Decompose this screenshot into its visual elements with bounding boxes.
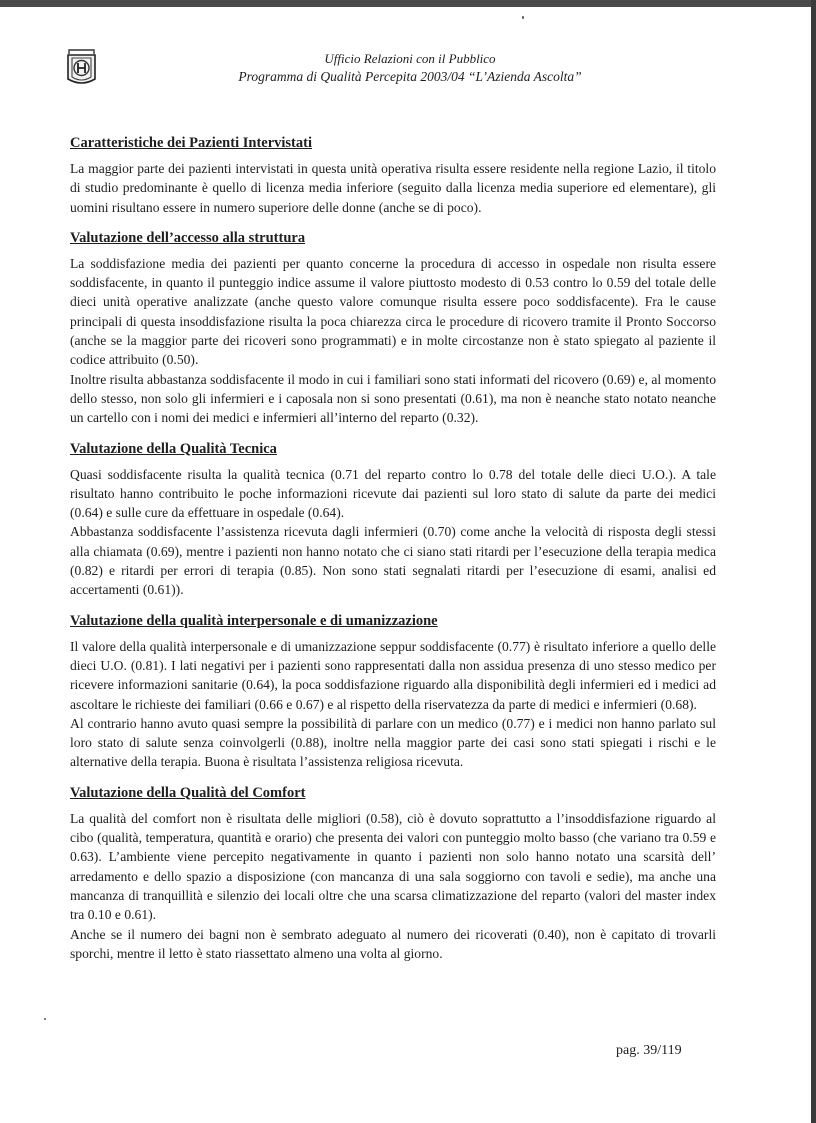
section-title: Valutazione della qualità interpersonale e di umanizzazione [70,612,438,629]
hospital-logo-icon [66,48,97,88]
office-title: Ufficio Relazioni con il Pubblico [324,51,496,66]
page-header [150,50,670,86]
program-title: Programma di Qualità Percepita 2003/04 “L’Azienda Ascolta” [238,69,582,84]
page-number: pag. 39/119 [616,1043,682,1058]
section-technical-quality [70,440,716,600]
paragraph: Il valore della qualità interpersonale e di umanizzazione seppur soddisfacente (0.77) è risultato inferiore a quello delle dieci U.O. (0.81). I lati negativi per i pazienti sono rappresentati dalla non assidua presenza di uno stesso medico per ricevere informazioni sanitarie (0.64), la poca soddisfazione riguardo alla disponibilità degli infermieri ed i medici ad ascoltare le richieste dei familiari (0.66 e 0.67) e al rispetto della riservatezza da parte di medici e infermieri (0.68). [70,638,716,712]
scan-edge-right [811,0,816,1123]
paragraph: Anche se il numero dei bagni non è sembrato adeguato al numero dei ricoverati (0.40), non è capitato di trovarli sporchi, mentre il letto è stato riassettato almeno una volta al giorno. [70,926,716,961]
scan-speck [44,1018,46,1020]
section-access-evaluation [70,229,716,428]
paragraph: Abbastanza soddisfacente l’assistenza ricevuta dagli infermieri (0.70) come anche la velocità di risposta degli stessi alla chiamata (0.69), mentre i pazienti non hanno notato che ci siano stati ritardi per l’esecuzione della terapia medica (0.82) e ritardi per errori di terapia (0.85). Non sono stati segnalati ritardi per l’esecuzione di esami, analisi ed accertamenti (0.61)). [70,524,716,598]
paragraph: La maggior parte dei pazienti intervistati in questa unità operativa risulta essere residente nella regione Lazio, il titolo di studio predominante è quello di licenza media inferiore (seguito dalla licenza media superiore ed elementare), gli uomini risultano essere in numero superiore delle donne (anche se di poco). [70,161,716,215]
section-comfort-quality [70,784,716,963]
section-title: Valutazione dell’accesso alla struttura [70,229,306,246]
section-patient-characteristics [70,134,716,217]
section-title: Caratteristiche dei Pazienti Intervistati [70,135,312,151]
paragraph: La soddisfazione media dei pazienti per quanto concerne la procedura di accesso in ospedale non risulta essere soddisfacente, in quanto il punteggio indice assume il valore piuttosto modesto di 0.53 contro lo 0.59 del totale delle dieci unità operative analizzate (anche questo valore comunque risulta essere poco soddisfacente). Fra le cause principali di questa insoddisfazione risulta la poca chiarezza circa le procedure di ricovero tramite il Pronto Soccorso (anche se la maggior parte dei ricoveri sono programmati) e in molte circostanze non è stato spiegato al paziente il codice attribuito (0.50). [70,255,716,368]
paragraph: Inoltre risulta abbastanza soddisfacente il modo in cui i familiari sono stati informati del ricovero (0.69) e, al momento dello stesso, non solo gli infermieri e i caposala non si sono presentati (0.61), ma non è neanche stato notato neanche un cartello con i nomi dei medici e infermieri all’interno del reparto (0.32). [70,371,716,426]
paragraph: Quasi soddisfacente risulta la qualità tecnica (0.71 del reparto contro lo 0.78 del totale delle dieci U.O.). A tale risultato hanno contribuito le poche informazioni ricevute dai pazienti sul loro stato di salute da parte dei medici (0.64) e sulle cure da effettuare in ospedale (0.64). [70,466,716,521]
document-body [70,134,716,975]
scan-edge-top [0,0,816,7]
section-title: Valutazione della Qualità Tecnica [70,440,277,457]
paragraph: Al contrario hanno avuto quasi sempre la possibilità di parlare con un medico (0.77) e i medici non hanno parlato sul loro stato di salute senza coinvolgerli (0.88), inoltre nella maggior parte dei casi sono stati spiegati i rischi e le alternative della terapia. Buona è risultata l’assistenza religiosa ricevuta. [70,715,716,770]
scan-speck [522,16,524,19]
section-interpersonal-quality [70,612,716,772]
paragraph: La qualità del comfort non è risultata delle migliori (0.58), ciò è dovuto soprattutto a l’insoddisfazione riguardo al cibo (qualità, temperatura, quantità e orario) che presenta dei valori con punteggio molto basso (che variano tra 0.59 e 0.63). L’ambiente viene percepito negativamente in quanto i pazienti non solo hanno notato una scarsità dell’ arredamento e dello spazio a disposizione (con mancanza di una sala soggiorno con tavoli e sedie), ma anche una mancanza di tranquillità e silenzio dei locali oltre che una scarsa climatizzazione del reparto (valori del master index tra 0.10 e 0.61). [70,810,716,923]
section-title: Valutazione della Qualità del Comfort [70,784,306,801]
